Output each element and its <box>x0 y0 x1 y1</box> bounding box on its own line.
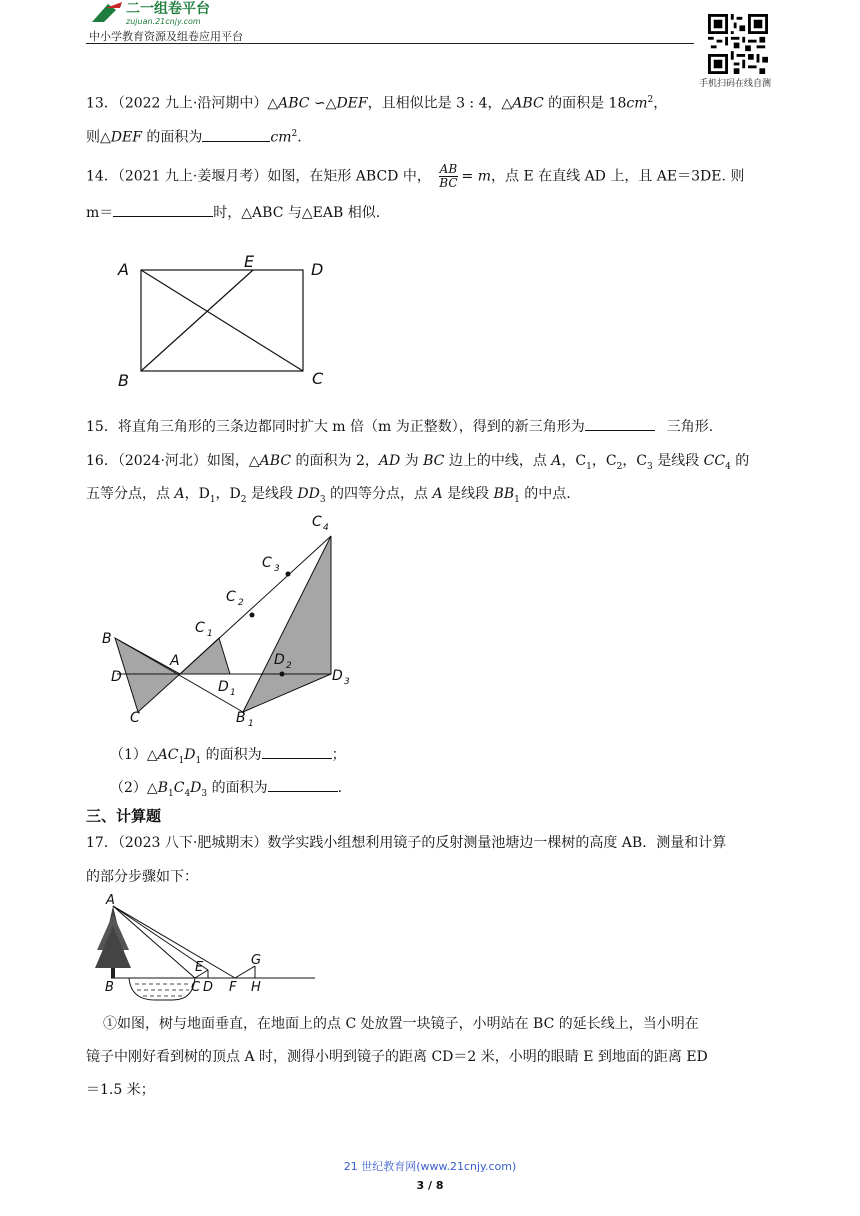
label-e: E <box>244 252 255 271</box>
header-subtitle: 中小学教育资源及组卷应用平台 <box>89 30 243 43</box>
shaded-triangle-abc <box>115 638 180 712</box>
question-14-line-2: m＝ 时，△ABC 与△EAB 相似. <box>86 202 380 223</box>
shaded-triangle-ac1d1 <box>180 638 230 674</box>
label-f: F <box>229 980 237 995</box>
svg-text:3: 3 <box>344 677 350 687</box>
logo-url-text: zujuan.21cnjy.com <box>126 17 201 26</box>
answer-blank-16-1[interactable] <box>262 744 332 759</box>
label-c: C <box>130 710 140 726</box>
svg-text:4: 4 <box>323 523 329 533</box>
qr-caption: 手机扫码在线自测 <box>699 79 772 89</box>
question-16-part-2: $(2)\triangle B_1C_4D_3$ 的面积为 . <box>110 777 342 804</box>
question-16-part-1: $(1)\triangle AC_1D_1$ 的面积为 ； <box>110 744 346 771</box>
shaded-triangle-b1c4d3 <box>243 536 331 712</box>
label-c4: C <box>312 514 322 530</box>
qr-code-icon <box>708 14 768 74</box>
label-d: D <box>203 980 214 995</box>
label-d: D <box>311 260 324 279</box>
pond-icon <box>129 978 195 1000</box>
label-g: G <box>251 953 262 968</box>
label-h: H <box>251 980 261 995</box>
svg-text:1: 1 <box>230 688 236 698</box>
label-a: A <box>118 260 129 279</box>
rectangle-abcd-figure <box>110 250 340 395</box>
triangle-division-figure <box>95 512 365 742</box>
question-14-line-1: 14．（2021 九上·姜堰月考）如图，在矩形 ABCD 中， $\frac{AB}{BC}$ = m，点 E 在直线 AD 上，且 AE＝3DE. 则 <box>86 162 745 190</box>
label-a: A <box>170 653 180 669</box>
question-16-line-2: 五等分点，点 A，$D_1$，$D_2$ 是线段 $DD_3$ 的四等分点，点 A 是线段 $BB_1$ 的中点. <box>86 486 571 505</box>
label-b: B <box>102 631 112 647</box>
label-c2: C <box>226 589 236 605</box>
question-16-line-1: 16．（2024·河北）如图，△ABC 的面积为 2，AD 为 BC 边上的中线，点 A，$C_1$，$C_2$，$C_3$ 是线段 $CC_4$ 的 <box>86 453 750 472</box>
question-17-step-1-line-1: ①如图，树与地面垂直，在地面上的点 C 处放置一块镜子，小明站在 BC 的延长线上，当小明在 <box>103 1016 699 1032</box>
runner-logo-icon <box>86 0 286 26</box>
label-b1: B <box>236 710 246 726</box>
question-17-step-1-line-2: 镜子中刚好看到树的顶点 A 时，测得小明到镜子的距离 CD＝2 米，小明的眼睛 E 到地面的距离 ED <box>86 1049 708 1065</box>
label-c: C <box>312 369 324 388</box>
header-logo <box>86 0 286 26</box>
answer-blank-15[interactable] <box>585 416 655 431</box>
point-c3 <box>286 572 291 577</box>
fraction-ab-over-bc: $\frac{AB}{BC}$ <box>439 162 458 190</box>
label-d: D <box>111 669 122 685</box>
page-number: 3 / 8 <box>416 1179 444 1192</box>
answer-blank-16-2[interactable] <box>268 777 338 792</box>
point-d2 <box>280 672 285 677</box>
tree-mirror-figure <box>95 892 320 1002</box>
question-17-step-1-line-3: ＝1.5 米； <box>86 1082 155 1098</box>
question-17-line-2: 的部分步骤如下： <box>86 869 198 885</box>
label-b: B <box>105 980 114 995</box>
question-15: 15．将直角三角形的三条边都同时扩大 m 倍（m 为正整数），得到的新三角形为 三角形. <box>86 416 713 437</box>
label-c3: C <box>262 555 272 571</box>
svg-text:2: 2 <box>238 598 244 608</box>
section-heading-calculation: 三、计算题 <box>86 807 162 825</box>
label-e: E <box>195 960 204 975</box>
logo-text: 二一组卷平台 <box>126 1 210 17</box>
question-13-line-1: 13．（2022 九上·沿河期中）△ABC ∽△DEF，且相似比是 3 : 4，△ABC 的面积是 $18cm^2$， <box>86 95 668 112</box>
svg-text:1: 1 <box>248 719 254 729</box>
svg-text:2: 2 <box>286 661 292 671</box>
label-a: A <box>106 893 115 908</box>
header-rule <box>86 43 694 44</box>
point-c2 <box>250 613 255 618</box>
question-17-line-1: 17．（2023 八下·肥城期末）数学实践小组想利用镜子的反射测量池塘边一棵树的高度 AB．测量和计算 <box>86 835 727 851</box>
label-c1: C <box>195 620 205 636</box>
svg-text:1: 1 <box>207 629 213 639</box>
label-d1: D <box>218 679 229 695</box>
answer-blank-14[interactable] <box>113 202 213 217</box>
answer-blank-13[interactable] <box>202 127 270 142</box>
label-c: C <box>191 980 201 995</box>
label-d3: D <box>332 668 343 684</box>
footer-site-link[interactable]: 21 世纪教育网(www.21cnjy.com) <box>343 1160 517 1173</box>
question-13-line-2: 则△DEF 的面积为 $cm^2$. <box>86 124 302 148</box>
label-d2: D <box>274 652 285 668</box>
label-b: B <box>118 371 129 390</box>
svg-text:3: 3 <box>274 564 280 574</box>
